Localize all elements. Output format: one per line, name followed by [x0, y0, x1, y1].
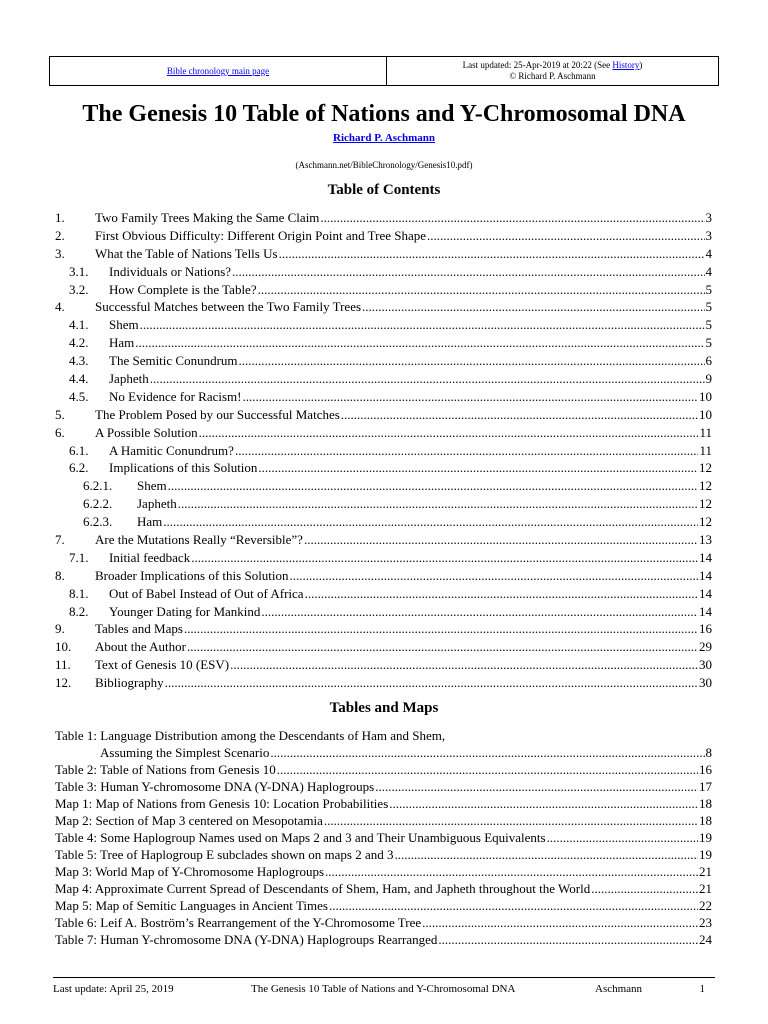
leader-dots — [258, 459, 698, 477]
toc-entry[interactable] — [55, 316, 712, 334]
toc-entry-number: 6.2.3. — [83, 514, 113, 530]
tables-maps-item[interactable] — [55, 846, 712, 863]
author-link-wrap — [0, 131, 768, 145]
tm-entry-page: 19 — [699, 847, 712, 862]
toc-entry-label: The Problem Posed by our Successful Matches — [95, 406, 340, 422]
toc-entry-label: What the Table of Nations Tells Us — [95, 245, 278, 261]
last-updated-prefix: Last updated: 25-Apr-2019 at 20:22 (See — [462, 60, 613, 70]
toc-entry[interactable] — [55, 603, 712, 621]
footer-date: Last update: April 25, 2019 — [53, 983, 174, 995]
leader-dots — [324, 812, 698, 829]
toc-heading: Table of Contents — [327, 182, 441, 198]
leader-dots — [304, 531, 698, 549]
footer-title: The Genesis 10 Table of Nations and Y-Chromosomal DNA — [251, 983, 516, 995]
header-right-cell — [387, 57, 718, 85]
toc-entry-page: 5 — [705, 335, 712, 351]
toc-entry-number: 6.1. — [69, 442, 89, 458]
toc-entry-label: Implications of this Solution — [109, 460, 258, 476]
copyright: © Richard P. Aschmann — [509, 71, 596, 81]
tables-maps-item[interactable] — [55, 863, 712, 880]
leader-dots — [165, 674, 698, 692]
leader-dots — [258, 281, 705, 299]
toc-entry-label: Japheth — [109, 371, 149, 387]
history-link[interactable]: History — [612, 60, 640, 70]
tables-maps-list — [55, 727, 712, 948]
toc-entry-label: Two Family Trees Making the Same Claim — [95, 210, 320, 225]
toc-entry-page: 6 — [705, 353, 712, 369]
toc-entry[interactable] — [55, 245, 712, 263]
leader-dots — [362, 298, 704, 316]
toc-entry-page: 9 — [705, 371, 712, 387]
toc-entry[interactable] — [55, 406, 712, 424]
footer-page-number: 1 — [699, 983, 705, 995]
toc-entry-number: 3. — [55, 245, 65, 261]
toc-entry[interactable] — [55, 209, 712, 227]
last-updated-suffix: ) — [639, 60, 643, 70]
leader-dots — [325, 863, 698, 880]
toc-entry-label: Initial feedback — [109, 549, 191, 565]
leader-dots — [184, 620, 698, 638]
toc-entry[interactable] — [55, 227, 712, 245]
leader-dots — [320, 209, 704, 227]
leader-dots — [375, 778, 698, 795]
toc-entry-label: A Hamitic Conundrum? — [109, 442, 234, 458]
toc-entry-page: 3 — [705, 227, 712, 243]
tables-maps-item[interactable] — [55, 931, 712, 948]
tm-entry-label: Map 4: Approximate Current Spread of Descendants of Shem, Ham, and Japheth throughout the World — [55, 881, 591, 896]
leader-dots — [178, 495, 698, 513]
toc-entry-number: 5. — [55, 406, 65, 422]
toc-entry-page: 14 — [699, 567, 712, 583]
leader-dots — [290, 567, 698, 585]
leader-dots — [187, 638, 698, 656]
toc-entry-label: The Semitic Conundrum — [109, 353, 238, 369]
toc-entry-page: 4 — [705, 245, 712, 261]
toc-entry-label: Ham — [109, 335, 135, 351]
tm-first-line1: Table 1: Language Distribution among the Descendants of Ham and Shem, — [55, 728, 446, 743]
leader-dots — [261, 603, 698, 621]
tables-maps-item[interactable] — [55, 812, 712, 829]
toc-entry-page: 10 — [699, 406, 712, 422]
leader-dots — [191, 549, 698, 567]
toc-entry-label: Japheth — [137, 496, 177, 512]
toc-entry-number: 4.5. — [69, 388, 89, 404]
toc-entry-label: Text of Genesis 10 (ESV) — [95, 657, 230, 673]
toc-entry[interactable] — [55, 298, 712, 316]
toc-entry-number: 3.2. — [69, 281, 89, 297]
leader-dots — [427, 227, 705, 245]
toc-entry-number: 6. — [55, 424, 65, 440]
leader-dots — [235, 442, 699, 460]
toc-entry[interactable] — [55, 442, 712, 460]
toc-entry-page: 29 — [699, 639, 712, 655]
toc-entry-label: Out of Babel Instead of Out of Africa — [109, 585, 304, 601]
toc-entry-number: 11. — [55, 657, 71, 673]
toc-entry[interactable] — [55, 495, 712, 513]
leader-dots — [394, 846, 698, 863]
main-page-link[interactable]: Bible chronology main page — [166, 65, 270, 76]
tables-maps-item[interactable] — [55, 761, 712, 778]
toc-entry-page: 12 — [699, 478, 712, 494]
toc-entry-number: 4.4. — [69, 371, 89, 387]
leader-dots — [277, 761, 698, 778]
toc-entry[interactable] — [55, 674, 712, 692]
toc-entry-page: 14 — [699, 603, 712, 619]
tm-first-page: 8 — [705, 745, 712, 760]
toc-entry-page: 16 — [699, 621, 712, 637]
tables-maps-item[interactable] — [55, 829, 712, 846]
toc-entry-label: First Obvious Difficulty: Different Origin Point and Tree Shape — [95, 227, 426, 243]
toc-entry-label: Shem — [109, 317, 139, 333]
leader-dots — [591, 880, 698, 897]
toc-entry[interactable] — [55, 352, 712, 370]
toc-entry-label: A Possible Solution — [95, 424, 198, 440]
leader-dots — [341, 406, 698, 424]
tm-entry-page: 23 — [699, 915, 712, 930]
toc-entry-page: 30 — [699, 657, 712, 673]
leader-dots — [199, 424, 699, 442]
toc-entry-page: 12 — [699, 460, 712, 476]
toc-entry-number: 1. — [55, 210, 65, 225]
leader-dots — [168, 477, 698, 495]
toc-entry-number: 7. — [55, 532, 65, 548]
tables-maps-item[interactable] — [55, 795, 712, 812]
leader-dots — [230, 656, 698, 674]
toc-entry[interactable] — [55, 638, 712, 656]
toc-entry[interactable] — [55, 370, 712, 388]
toc-entry-label: Broader Implications of this Solution — [95, 567, 289, 583]
toc-entry[interactable] — [55, 334, 712, 352]
tm-entry-label: Map 5: Map of Semitic Languages in Ancient Times — [55, 898, 328, 913]
last-updated-line — [463, 60, 643, 71]
toc-entry-number: 10. — [55, 639, 72, 655]
tables-maps-item[interactable] — [55, 880, 712, 897]
toc-entry-number: 4.1. — [69, 317, 89, 333]
leader-dots — [140, 316, 705, 334]
tm-entry-label: Map 3: World Map of Y-Chromosome Haplogroups — [55, 864, 325, 879]
toc-entry-number: 8.2. — [69, 603, 89, 619]
tm-entry-page: 17 — [699, 779, 712, 794]
toc-entry-page: 3 — [705, 210, 712, 225]
tm-first-line2: Assuming the Simplest Scenario — [100, 745, 270, 760]
leader-dots — [232, 263, 704, 281]
leader-dots — [242, 388, 698, 406]
toc-entry-number: 12. — [55, 675, 72, 691]
toc-entry[interactable] — [55, 656, 712, 674]
toc-entry-label: Individuals or Nations? — [109, 263, 232, 279]
toc-entry-number: 8. — [55, 567, 65, 583]
leader-dots — [422, 914, 698, 931]
tm-entry-page: 24 — [699, 932, 712, 947]
toc-entry-number: 4.3. — [69, 353, 89, 369]
footer-rule — [53, 977, 715, 978]
toc-entry[interactable] — [55, 263, 712, 281]
author-link[interactable]: Richard P. Aschmann — [333, 132, 435, 144]
toc-entry-number: 9. — [55, 621, 65, 637]
toc-entry[interactable] — [55, 388, 712, 406]
file-path: (Aschmann.net/BibleChronology/Genesis10.pdf) — [295, 160, 473, 170]
tm-entry-page: 18 — [699, 813, 712, 828]
tm-entry-page: 19 — [699, 830, 712, 845]
toc-entry-number: 6.2.1. — [83, 478, 113, 494]
tm-entry-label: Table 6: Leif A. Boström’s Rearrangement of the Y-Chromosome Tree — [55, 915, 422, 930]
leader-dots — [270, 744, 704, 761]
tm-entry-label: Table 3: Human Y-chromosome DNA (Y-DNA) Haplogroups — [55, 779, 375, 794]
toc-entry-label: Younger Dating for Mankind — [109, 603, 261, 619]
toc-entry-page: 5 — [705, 299, 712, 315]
leader-dots — [239, 352, 705, 370]
toc-entry-number: 2. — [55, 227, 65, 243]
tm-entry-label: Map 2: Section of Map 3 centered on Mesopotamia — [55, 813, 323, 828]
toc-entry-label: Successful Matches between the Two Family Trees — [95, 299, 362, 315]
toc-entry-label: About the Author — [95, 639, 186, 655]
tm-entry-page: 22 — [699, 898, 712, 913]
header-left-cell — [50, 57, 387, 85]
toc-entry[interactable] — [55, 459, 712, 477]
toc-list — [55, 209, 712, 692]
tm-entry-label: Table 4: Some Haplogroup Names used on Maps 2 and 3 and Their Unambiguous Equivalents — [55, 830, 546, 845]
toc-entry-number: 3.1. — [69, 263, 89, 279]
toc-entry-number: 7.1. — [69, 549, 89, 565]
toc-entry[interactable] — [55, 620, 712, 638]
leader-dots — [150, 370, 705, 388]
tm-entry-label: Table 5: Tree of Haplogroup E subclades shown on maps 2 and 3 — [55, 847, 394, 862]
toc-entry-page: 5 — [705, 317, 712, 333]
leader-dots — [547, 829, 698, 846]
toc-entry-number: 6.2. — [69, 460, 89, 476]
toc-entry-label: Ham — [137, 514, 163, 530]
toc-entry-page: 30 — [699, 675, 712, 691]
toc-entry-label: Shem — [137, 478, 167, 494]
tm-entry-label: Table 7: Human Y-chromosome DNA (Y-DNA) Haplogroups Rearranged — [55, 932, 438, 947]
tables-maps-item[interactable] — [55, 727, 712, 744]
toc-entry-page: 12 — [699, 496, 712, 512]
tm-entry-page: 21 — [699, 881, 712, 896]
toc-entry-label: Are the Mutations Really “Reversible”? — [95, 532, 303, 548]
tm-entry-label: Table 2: Table of Nations from Genesis 10 — [55, 762, 276, 777]
leader-dots — [305, 585, 698, 603]
tables-maps-item[interactable] — [55, 897, 712, 914]
toc-entry[interactable] — [55, 424, 712, 442]
tables-maps-item[interactable] — [55, 914, 712, 931]
toc-entry-page: 4 — [705, 263, 712, 279]
toc-entry-number: 4.2. — [69, 335, 89, 351]
page-footer — [53, 982, 715, 996]
toc-entry[interactable] — [55, 513, 712, 531]
toc-entry-page: 14 — [699, 549, 712, 565]
toc-entry-page: 5 — [705, 281, 712, 297]
toc-entry-page: 11 — [699, 442, 712, 458]
tm-entry-page: 21 — [699, 864, 712, 879]
leader-dots — [329, 897, 698, 914]
toc-entry-label: Bibliography — [95, 675, 164, 691]
document-title: The Genesis 10 Table of Nations and Y-Chromosomal DNA — [82, 101, 686, 127]
toc-entry-page: 12 — [699, 514, 712, 530]
toc-entry[interactable] — [55, 477, 712, 495]
toc-entry-label: How Complete is the Table? — [109, 281, 257, 297]
toc-entry-page: 11 — [699, 424, 712, 440]
toc-entry[interactable] — [55, 281, 712, 299]
leader-dots — [389, 795, 698, 812]
tm-entry-page: 16 — [699, 762, 712, 777]
tables-maps-item-continuation[interactable] — [55, 744, 712, 761]
leader-dots — [163, 513, 698, 531]
header-box — [49, 56, 719, 86]
leader-dots — [279, 245, 705, 263]
toc-entry-label: No Evidence for Racism! — [109, 388, 242, 404]
leader-dots — [438, 931, 698, 948]
footer-author: Aschmann — [595, 983, 643, 995]
tm-entry-page: 18 — [699, 796, 712, 811]
toc-entry-number: 4. — [55, 299, 65, 315]
toc-entry[interactable] — [55, 531, 712, 549]
leader-dots — [135, 334, 704, 352]
toc-entry-label: Tables and Maps — [95, 621, 183, 637]
toc-entry[interactable] — [55, 585, 712, 603]
toc-entry[interactable] — [55, 567, 712, 585]
toc-entry-page: 13 — [699, 532, 712, 548]
toc-entry-page: 10 — [699, 388, 712, 404]
toc-entry-number: 8.1. — [69, 585, 89, 601]
toc-entry-number: 6.2.2. — [83, 496, 113, 512]
tables-maps-item[interactable] — [55, 778, 712, 795]
toc-entry-page: 14 — [699, 585, 712, 601]
tm-entry-label: Map 1: Map of Nations from Genesis 10: Location Probabilities — [55, 796, 389, 811]
tables-maps-heading: Tables and Maps — [329, 700, 439, 716]
toc-entry[interactable] — [55, 549, 712, 567]
